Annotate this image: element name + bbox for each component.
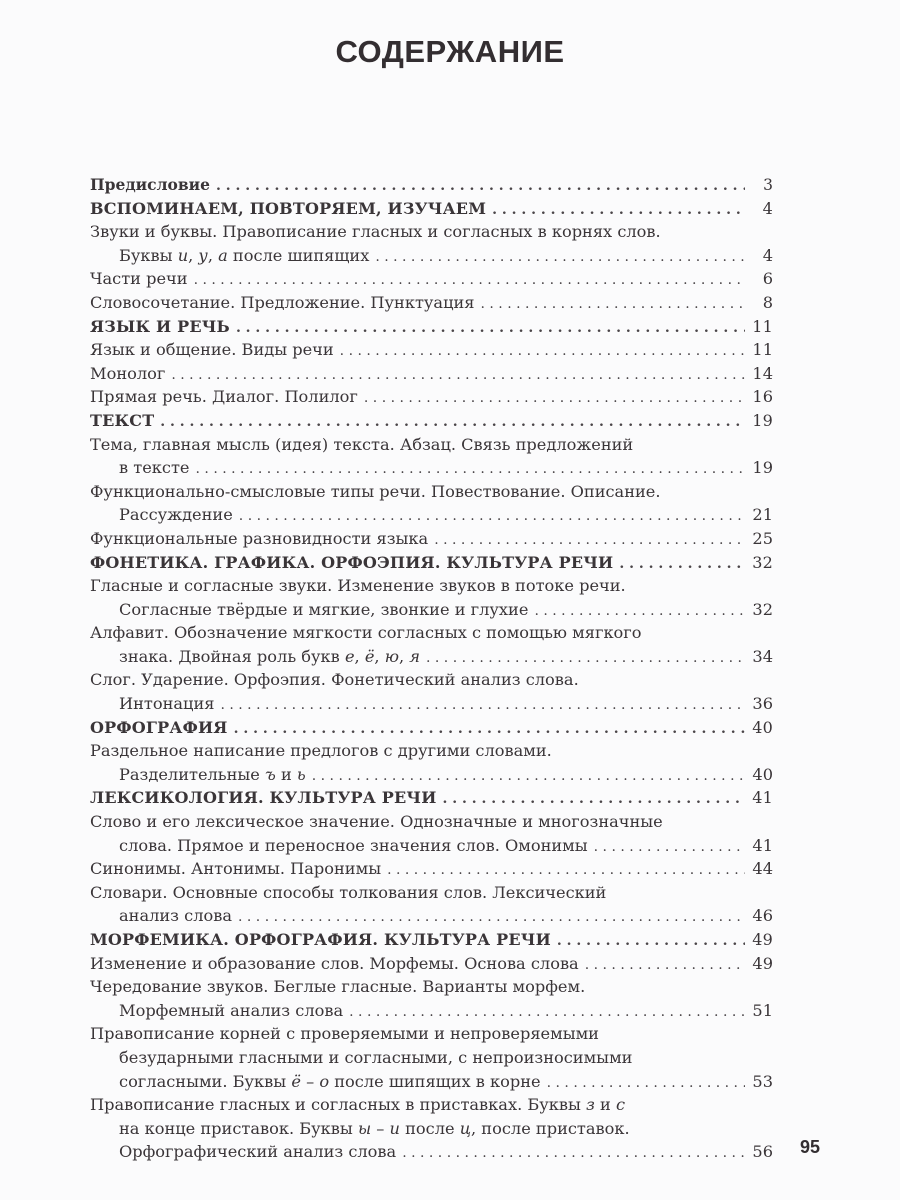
- dot-leader: [434, 529, 745, 553]
- toc-item: [90, 621, 773, 668]
- dot-leader: [594, 836, 745, 860]
- toc-entry-text: Слог. Ударение. Орфоэпия. Фонетический анализ слова.: [90, 670, 579, 690]
- toc-page-number: 32: [752, 552, 773, 572]
- toc-line: [90, 456, 773, 480]
- toc-entry-text: Слово и его лексическое значение. Однозначные и многозначные: [90, 812, 663, 832]
- dot-leader: [238, 906, 745, 930]
- toc-line: [90, 244, 773, 268]
- toc-line: [90, 574, 773, 598]
- toc-item: [90, 881, 773, 928]
- toc-line: [90, 480, 773, 504]
- dot-leader: [364, 387, 745, 411]
- toc-page-number: 8: [762, 292, 773, 312]
- toc-line: [90, 385, 773, 409]
- toc-entry-text: Тема, главная мысль (идея) текста. Абзац. Связь предложений: [90, 434, 634, 454]
- toc-entry-text: Части речи: [90, 269, 188, 289]
- toc-line: [90, 645, 773, 669]
- table-of-contents: [90, 173, 773, 1164]
- toc-page-number: 49: [752, 953, 773, 973]
- dot-leader: [619, 553, 745, 577]
- toc-entry-text: ОРФОГРАФИЯ: [90, 717, 228, 737]
- toc-item: [90, 527, 773, 551]
- toc-entry-text: Звуки и буквы. Правописание гласных и согласных в корнях слов.: [90, 222, 661, 242]
- toc-page-number: 41: [752, 835, 773, 855]
- toc-line: [90, 834, 773, 858]
- toc-line: [90, 763, 773, 787]
- toc-page-number: 44: [752, 859, 773, 879]
- toc-item: [90, 267, 773, 291]
- toc-item: [90, 1093, 773, 1164]
- toc-entry-text: Раздельное написание предлогов с другими словами.: [90, 741, 552, 761]
- toc-line: [90, 409, 773, 433]
- toc-entry-text: Интонация: [119, 694, 215, 714]
- toc-page-number: 4: [762, 198, 773, 218]
- dot-leader: [196, 458, 745, 482]
- dot-leader: [220, 694, 745, 718]
- toc-line: [90, 527, 773, 551]
- toc-entry-text: знака. Двойная роль букв е, ё, ю, я: [119, 646, 420, 666]
- toc-section: [90, 315, 773, 339]
- toc-entry-text: Монолог: [90, 363, 166, 383]
- toc-line: [90, 291, 773, 315]
- toc-page-number: 40: [752, 764, 773, 784]
- toc-line: [90, 739, 773, 763]
- toc-line: [90, 1093, 773, 1117]
- toc-page-number: 25: [752, 528, 773, 548]
- toc-page-number: 16: [752, 387, 773, 407]
- dot-leader: [557, 930, 745, 954]
- dot-leader: [312, 765, 745, 789]
- toc-page-number: 14: [752, 363, 773, 383]
- dot-leader: [534, 600, 745, 624]
- toc-page-number: 49: [752, 930, 773, 949]
- toc-entry-text: Прямая речь. Диалог. Полилог: [90, 387, 358, 407]
- toc-line: [90, 220, 773, 244]
- toc-entry-text: ЯЗЫК И РЕЧЬ: [90, 316, 230, 336]
- toc-line: [90, 621, 773, 645]
- toc-entry-text: Изменение и образование слов. Морфемы. Основа слова: [90, 953, 579, 973]
- toc-line: [90, 503, 773, 527]
- toc-line: [90, 338, 773, 362]
- toc-entry-text: Предисловие: [90, 175, 210, 194]
- toc-line: [90, 1117, 773, 1141]
- toc-item: [90, 952, 773, 976]
- toc-line: [90, 362, 773, 386]
- toc-item: [90, 291, 773, 315]
- dot-leader: [402, 1142, 745, 1166]
- toc-line: [90, 1022, 773, 1046]
- toc-entry-text: ЛЕКСИКОЛОГИЯ. КУЛЬТУРА РЕЧИ: [90, 788, 437, 808]
- toc-entry-text: Морфемный анализ слова: [119, 1000, 344, 1020]
- toc-entry-text: Правописание корней с проверяемыми и непроверяемыми: [90, 1024, 599, 1044]
- toc-item: [90, 739, 773, 786]
- toc-page-number: 3: [763, 176, 773, 194]
- toc-entry-text: ТЕКСТ: [90, 410, 155, 430]
- toc-line: [90, 1046, 773, 1070]
- toc-item: [90, 220, 773, 267]
- dot-leader: [387, 859, 745, 883]
- toc-line: [90, 197, 773, 221]
- toc-item: [90, 975, 773, 1022]
- page-number: 95: [800, 1137, 821, 1157]
- toc-entry-text: на конце приставок. Буквы ы – и после ц, после приставок.: [119, 1118, 630, 1138]
- dot-leader: [426, 647, 745, 671]
- dot-leader: [234, 718, 745, 742]
- toc-item: [90, 362, 773, 386]
- dot-leader: [547, 1072, 745, 1096]
- toc-section: [90, 786, 773, 810]
- toc-entry-text: Чередование звуков. Беглые гласные. Варианты морфем.: [90, 977, 586, 997]
- toc-entry-text: анализ слова: [119, 906, 232, 926]
- dot-leader: [236, 317, 745, 341]
- toc-line: [90, 999, 773, 1023]
- toc-line: [90, 975, 773, 999]
- toc-line: [90, 315, 773, 339]
- toc-entry-text: слова. Прямое и переносное значения слов. Омонимы: [119, 835, 588, 855]
- toc-item: [90, 810, 773, 857]
- toc-page-number: 56: [752, 1142, 773, 1162]
- toc-item: [90, 385, 773, 409]
- toc-section: [90, 197, 773, 221]
- toc-entry-text: Словари. Основные способы толкования слов. Лексический: [90, 882, 607, 902]
- toc-line: [90, 692, 773, 716]
- toc-entry-text: Алфавит. Обозначение мягкости согласных с помощью мягкого: [90, 623, 642, 643]
- toc-page-number: 19: [752, 458, 773, 478]
- toc-entry-text: Правописание гласных и согласных в приставках. Буквы з и с: [90, 1095, 626, 1115]
- toc-item: [90, 338, 773, 362]
- toc-line: [90, 786, 773, 810]
- toc-page-number: 6: [762, 269, 773, 289]
- toc-entry-text: Синонимы. Антонимы. Паронимы: [90, 859, 382, 879]
- toc-line: [90, 716, 773, 740]
- toc-entry-text: в тексте: [119, 458, 190, 478]
- toc-page-number: 11: [752, 340, 773, 360]
- toc-page-number: 34: [752, 646, 773, 666]
- toc-line: [90, 1140, 773, 1164]
- dot-leader: [340, 340, 745, 364]
- toc-line: [90, 810, 773, 834]
- toc-entry-text: Буквы и, у, а после шипящих: [119, 245, 370, 265]
- toc-item: [90, 433, 773, 480]
- toc-page-number: 41: [752, 788, 773, 808]
- toc-entry-text: Функциональные разновидности языка: [90, 528, 429, 548]
- toc-entry-text: ВСПОМИНАЕМ, ПОВТОРЯЕМ, ИЗУЧАЕМ: [90, 198, 487, 218]
- toc-line: [90, 928, 773, 952]
- toc-section: [90, 551, 773, 575]
- toc-line: [90, 598, 773, 622]
- dot-leader: [194, 269, 745, 293]
- dot-leader: [481, 293, 746, 317]
- toc-line: [90, 952, 773, 976]
- toc-page-number: 46: [752, 906, 773, 926]
- toc-entry-text: Функционально-смысловые типы речи. Повествование. Описание.: [90, 481, 661, 501]
- toc-page-number: 21: [752, 505, 773, 525]
- toc-line: [90, 551, 773, 575]
- dot-leader: [492, 199, 745, 223]
- toc-preface: [90, 173, 773, 197]
- toc-line: [90, 1070, 773, 1094]
- toc-page-number: 51: [752, 1000, 773, 1020]
- dot-leader: [375, 246, 745, 270]
- toc-line: [90, 433, 773, 457]
- toc-entry-text: согласными. Буквы ё – о после шипящих в корне: [119, 1071, 541, 1091]
- toc-entry-text: МОРФЕМИКА. ОРФОГРАФИЯ. КУЛЬТУРА РЕЧИ: [90, 930, 551, 949]
- toc-entry-text: Разделительные ъ и ь: [119, 764, 306, 784]
- toc-entry-text: Согласные твёрдые и мягкие, звонкие и глухие: [119, 599, 529, 619]
- toc-section: [90, 409, 773, 433]
- toc-section: [90, 928, 773, 952]
- toc-page-number: 32: [752, 599, 773, 619]
- toc-page-number: 36: [752, 694, 773, 714]
- toc-page-number: 11: [752, 316, 773, 336]
- toc-page-number: 4: [762, 245, 773, 265]
- dot-leader: [171, 364, 745, 388]
- toc-item: [90, 480, 773, 527]
- toc-entry-text: Орфографический анализ слова: [119, 1142, 397, 1162]
- toc-page-number: 19: [752, 410, 773, 430]
- dot-leader: [160, 411, 745, 435]
- toc-item: [90, 574, 773, 621]
- toc-line: [90, 904, 773, 928]
- toc-item: [90, 857, 773, 881]
- dot-leader: [239, 505, 745, 529]
- toc-entry-text: Словосочетание. Предложение. Пунктуация: [90, 292, 475, 312]
- toc-line: [90, 881, 773, 905]
- toc-item: [90, 1022, 773, 1093]
- toc-section: [90, 716, 773, 740]
- toc-line: [90, 857, 773, 881]
- toc-line: [90, 668, 773, 692]
- toc-line: [90, 173, 773, 197]
- toc-line: [90, 267, 773, 291]
- dot-leader: [585, 954, 745, 978]
- page-title: СОДЕРЖАНИЕ: [335, 34, 565, 69]
- dot-leader: [216, 175, 745, 199]
- toc-page-number: 53: [752, 1071, 773, 1091]
- toc-entry-text: Язык и общение. Виды речи: [90, 340, 334, 360]
- toc-page-number: 40: [752, 717, 773, 737]
- toc-entry-text: Гласные и согласные звуки. Изменение звуков в потоке речи.: [90, 576, 626, 596]
- dot-leader: [349, 1001, 745, 1025]
- toc-entry-text: безударными гласными и согласными, с непроизносимыми: [119, 1047, 633, 1067]
- toc-entry-text: Рассуждение: [119, 505, 233, 525]
- dot-leader: [443, 788, 745, 812]
- toc-entry-text: ФОНЕТИКА. ГРАФИКА. ОРФОЭПИЯ. КУЛЬТУРА РЕЧИ: [90, 552, 614, 572]
- toc-item: [90, 668, 773, 715]
